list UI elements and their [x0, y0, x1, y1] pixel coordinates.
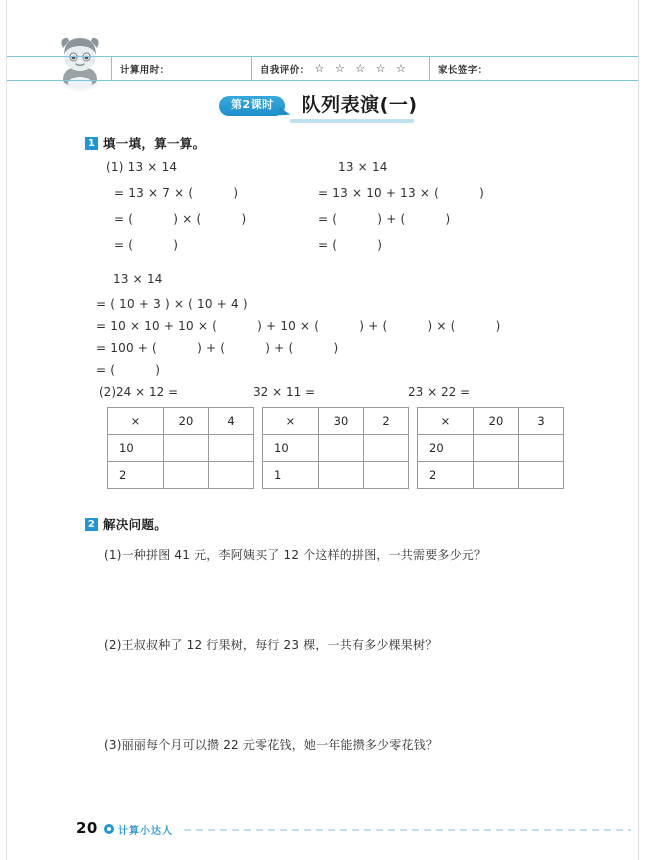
- exercise-1-heading-text: 填一填，算一算。: [103, 136, 206, 151]
- grid2-r2-c2[interactable]: [364, 462, 409, 489]
- grid1-r2-c2[interactable]: [209, 462, 254, 489]
- table-3-expression: 23 × 22 =: [408, 385, 471, 399]
- grid3-r1-c1[interactable]: [474, 435, 519, 462]
- grid3-h1: 20: [474, 408, 519, 435]
- table-row: [263, 462, 409, 489]
- grid3-r1-c2[interactable]: [519, 435, 564, 462]
- table-row: [108, 462, 254, 489]
- eq-right-line-2[interactable]: = 13 × 10 + 13 × ( ): [318, 186, 485, 200]
- star-rating-icons[interactable]: ☆ ☆ ☆ ☆ ☆: [314, 62, 410, 75]
- eq-expansion-line-2: = ( 10 + 3 ) × ( 10 + 4 ): [96, 297, 248, 311]
- grid3-r1-lead: 20: [418, 435, 474, 462]
- title-underline: [290, 119, 414, 123]
- page-edge-left-rule: [6, 0, 7, 860]
- table-row: [418, 435, 564, 462]
- header-mascot-cell: [7, 57, 112, 80]
- header-parent-signature-label: 家长签字：: [438, 64, 488, 76]
- eq-left-line-4[interactable]: = ( ): [114, 238, 179, 252]
- exercise-2-number-badge: 2: [85, 518, 98, 531]
- grid1-h1: 20: [164, 408, 209, 435]
- footer-dashed-rule: [184, 829, 631, 831]
- grid2-r2-lead: 1: [263, 462, 319, 489]
- eq-right-line-3[interactable]: = ( ) + ( ): [318, 212, 451, 226]
- grid2-h1: 30: [319, 408, 364, 435]
- lesson-number-badge: 第2课时: [219, 96, 285, 116]
- exercise-2-heading-text: 解决问题。: [103, 517, 168, 532]
- grid3-r2-c2[interactable]: [519, 462, 564, 489]
- grid3-h2: 3: [519, 408, 564, 435]
- table-row: [263, 435, 409, 462]
- grid1-r1-lead: 10: [108, 435, 164, 462]
- word-problem-3: (3)丽丽每个月可以攒 22 元零花钱，她一年能攒多少零花钱？: [104, 738, 439, 752]
- worksheet-header-bar: [7, 56, 638, 81]
- table-row: [418, 408, 564, 435]
- grid2-r1-c2[interactable]: [364, 435, 409, 462]
- grid1-r1-c2[interactable]: [209, 435, 254, 462]
- eq-expansion-line-1: 13 × 14: [113, 272, 163, 286]
- grid3-h0: ×: [418, 408, 474, 435]
- eq-left-line-2[interactable]: = 13 × 7 × ( ): [114, 186, 239, 200]
- grid1-r2-lead: 2: [108, 462, 164, 489]
- header-time-field[interactable]: [112, 57, 252, 80]
- page-number: 20: [76, 819, 98, 837]
- footer-series-label: 计算小达人: [118, 826, 173, 837]
- grid2-r1-c1[interactable]: [319, 435, 364, 462]
- exercise-1-number-badge: 1: [85, 137, 98, 150]
- eq-left-line-3[interactable]: = ( ) × ( ): [114, 212, 247, 226]
- table-row: [108, 408, 254, 435]
- eq-left-line-1: (1) 13 × 14: [106, 160, 178, 174]
- footer-bullet-icon: [104, 824, 114, 834]
- eq-expansion-line-5[interactable]: = ( ): [96, 363, 161, 377]
- grid1-r1-c1[interactable]: [164, 435, 209, 462]
- grid1-r2-c1[interactable]: [164, 462, 209, 489]
- table-2-expression: 32 × 11 =: [253, 385, 316, 399]
- grid1-h2: 4: [209, 408, 254, 435]
- grid2-h0: ×: [263, 408, 319, 435]
- table-row: [418, 462, 564, 489]
- grid2-r1-lead: 10: [263, 435, 319, 462]
- table-row: [263, 408, 409, 435]
- grid3-r2-lead: 2: [418, 462, 474, 489]
- page-footer: [0, 818, 645, 844]
- header-self-rating-label: 自我评价：: [260, 64, 310, 76]
- grid2-r2-c1[interactable]: [319, 462, 364, 489]
- grid3-r2-c1[interactable]: [474, 462, 519, 489]
- table-row: [108, 435, 254, 462]
- exercise-1-heading: [85, 134, 205, 152]
- grid1-h0: ×: [108, 408, 164, 435]
- eq-expansion-line-3[interactable]: = 10 × 10 + 10 × ( ) + 10 × ( ) + ( ) × ( ): [96, 319, 501, 333]
- header-self-rating-field[interactable]: [252, 57, 430, 80]
- eq-right-line-4[interactable]: = ( ): [318, 238, 383, 252]
- header-parent-signature-field[interactable]: [430, 57, 638, 80]
- page-edge-right-rule: [638, 0, 639, 860]
- table-1-expression: (2)24 × 12 =: [99, 385, 179, 399]
- multiplication-grid-1: [107, 407, 254, 489]
- word-problem-2: (2)王叔叔种了 12 行果树，每行 23 棵，一共有多少棵果树？: [104, 638, 438, 652]
- header-time-label: 计算用时：: [120, 64, 170, 76]
- eq-right-line-1: 13 × 14: [338, 160, 388, 174]
- exercise-2-heading: [85, 515, 167, 533]
- word-problem-1: (1)一种拼图 41 元，李阿姨买了 12 个这样的拼图，一共需要多少元？: [104, 548, 487, 562]
- page-title: 队列表演(一): [301, 94, 418, 117]
- eq-expansion-line-4[interactable]: = 100 + ( ) + ( ) + ( ): [96, 341, 339, 355]
- multiplication-grid-3: [417, 407, 564, 489]
- grid2-h2: 2: [364, 408, 409, 435]
- multiplication-grid-2: [262, 407, 409, 489]
